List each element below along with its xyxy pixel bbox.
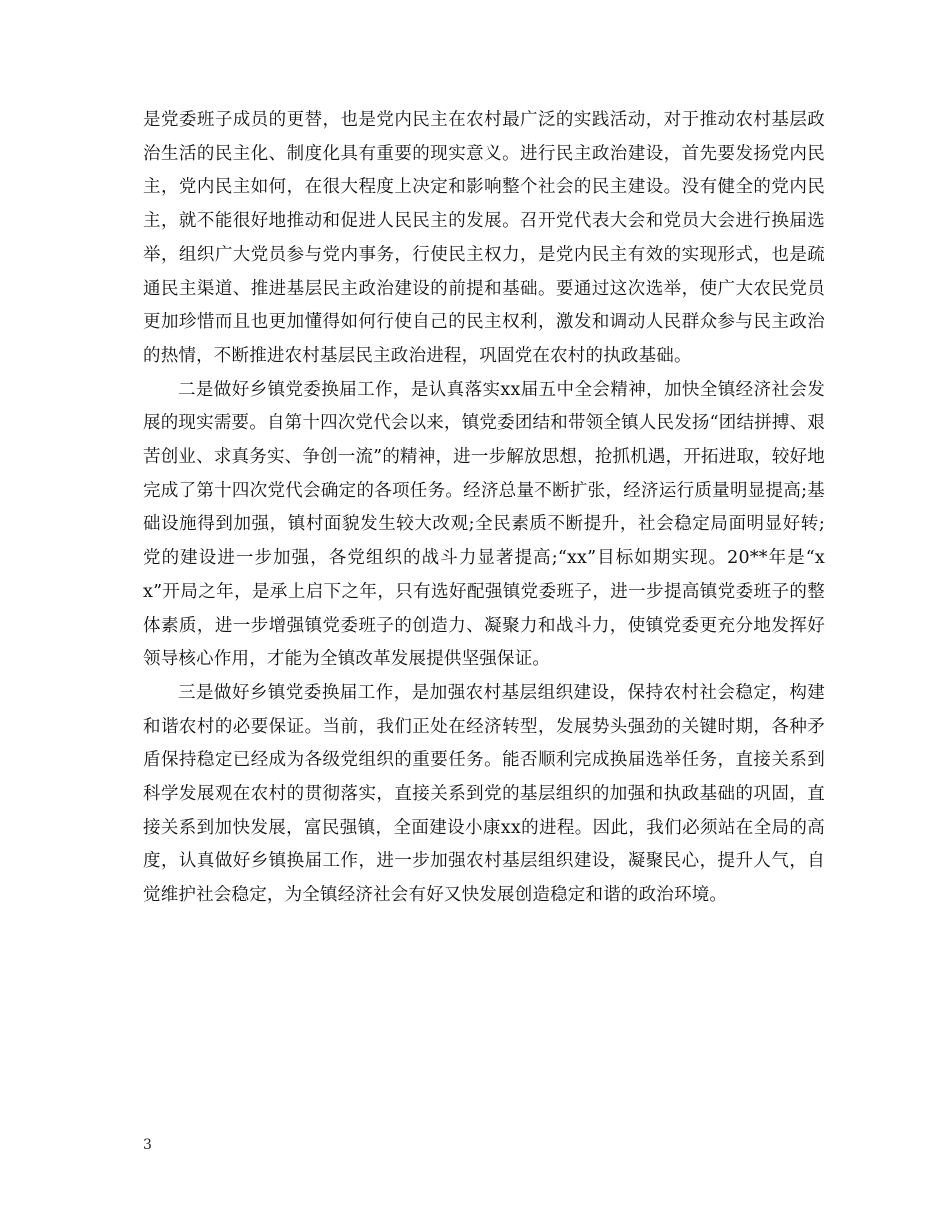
document-body (143, 104, 825, 913)
paragraph-3: 三是做好乡镇党委换届工作，是加强农村基层组织建设，保持农村社会稳定，构建和谐农村的必要保证。当前，我们正处在经济转型，发展势头强劲的关键时期，各种矛盾保持稳定已经成为各级党组织的重要任务。能否顺利完成换届选举任务，直接关系到科学发展观在农村的贯彻落实，直接关系到党的基层组织的加强和执政基础的巩固，直接关系到加快发展，富民强镇，全面建设小康xx的进程。因此，我们必须站在全局的高度，认真做好乡镇换届工作，进一步加强农村基层组织建设，凝聚民心，提升人气，自觉维护社会稳定，为全镇经济社会有好又快发展创造稳定和谐的政治环境。 (143, 682, 825, 906)
paragraph-1: 是党委班子成员的更替，也是党内民主在农村最广泛的实践活动，对于推动农村基层政治生活的民主化、制度化具有重要的现实意义。进行民主政治建设，首先要发扬党内民主，党内民主如何，在很大程度上决定和影响整个社会的民主建设。没有健全的党内民主，就不能很好地推动和促进人民民主的发展。召开党代表大会和党员大会进行换届选举，组织广大党员参与党内事务，行使民主权力，是党内民主有效的实现形式，也是疏通民主渠道、推进基层民主政治建设的前提和基础。要通过这次选举，使广大农民党员更加珍惜而且也更加懂得如何行使自己的民主权利，激发和调动人民群众参与民主政治的热情，不断推进农村基层民主政治进程，巩固党在农村的执政基础。 (143, 110, 825, 366)
paragraph-2: 二是做好乡镇党委换届工作，是认真落实xx届五中全会精神，加快全镇经济社会发展的现实需要。自第十四次党代会以来，镇党委团结和带领全镇人民发扬“团结拼搏、艰苦创业、求真务实、争创一流”的精神，进一步解放思想，抢抓机遇，开拓进取，较好地完成了第十四次党代会确定的各项任务。经济总量不断扩张，经济运行质量明显提高;基础设施得到加强，镇村面貌发生较大改观;全民素质不断提升，社会稳定局面明显好转;党的建设进一步加强，各党组织的战斗力显著提高;“xx”目标如期实现。20**年是“xx”开局之年，是承上启下之年，只有选好配强镇党委班子，进一步提高镇党委班子的整体素质，进一步增强镇党委班子的创造力、凝聚力和战斗力，使镇党委更充分地发挥好领导核心作用，才能为全镇改革发展提供坚强保证。 (143, 379, 825, 670)
page-number: 3 (143, 1137, 152, 1153)
